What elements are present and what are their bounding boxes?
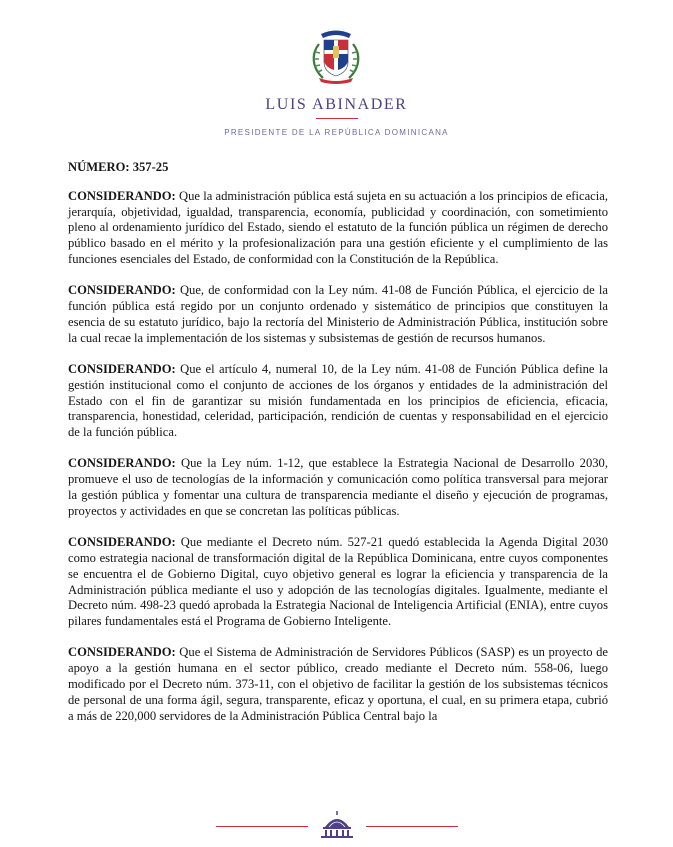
considerando-label: CONSIDERANDO: <box>68 283 176 298</box>
officeholder-title: PRESIDENTE DE LA REPÚBLICA DOMINICANA <box>224 128 449 137</box>
decree-body <box>68 160 608 740</box>
considerando-paragraph <box>68 189 608 268</box>
considerando-label: CONSIDERANDO: <box>68 188 176 203</box>
considerando-text: Que la Ley núm. 1-12, que establece la Estrategia Nacional de Desarrollo 2030, promueve el uso de tecnologías de la información y comunicación como política transversal para mejorar la gestión pública y fomentar una cultura de transparencia mediante el diseño y ejecución de programas, proyectos y actividades en que se concretan las políticas públicas. <box>68 456 608 518</box>
officeholder-name: LUIS ABINADER <box>265 96 408 113</box>
considerando-paragraph <box>68 456 608 519</box>
considerando-label: CONSIDERANDO: <box>68 456 176 471</box>
header-divider <box>316 118 358 119</box>
considerando-text: Que la administración pública está sujeta en su actuación a los principios de eficacia, jerarquía, objetividad, igualdad, transparencia, economía, publicidad y coordinación, con sometimiento pleno al ordenamiento jurídico del Estado, siendo el estatuto de la función pública un régimen de derecho público basado en el mérito y la profesionalización para una gestión eficiente y el cumplimiento de las funciones esenciales del Estado, de conformidad con la Constitución de la República. <box>68 188 608 266</box>
considerando-text: Que, de conformidad con la Ley núm. 41-08 de Función Pública, el ejercicio de la función pública está regido por un conjunto ordenado y sistemático de principios que constituyen la esencia de su estatuto jurídico, bajo la rectoría del Ministerio de Administración Pública, institución sobre la cual recae la implementación de los sistemas y subsistemas de gestión de recursos humanos. <box>68 283 608 345</box>
dome-icon <box>318 809 356 839</box>
considerando-paragraph <box>68 362 608 441</box>
considerando-label: CONSIDERANDO: <box>68 645 176 660</box>
footer-divider-right <box>366 826 458 827</box>
considerando-paragraph <box>68 535 608 630</box>
considerando-label: CONSIDERANDO: <box>68 535 176 550</box>
considerando-text: Que mediante el Decreto núm. 527-21 quedó establecida la Agenda Digital 2030 como estrategia nacional de transformación digital de la República Dominicana, entre cuyos componentes se encuentra el de Gobierno Digital, cuyo objetivo general es lograr la eficiencia y transparencia de la Administración pública mediante el uso y adopción de las tecnologías digitales. Igualmente, mediante el Decreto núm. 498-23 quedó aprobada la Estrategia Nacional de Inteligencia Artificial (ENIA), entre cuyos pilares fundamentales está el Programa de Gobierno Inteligente. <box>68 535 608 629</box>
coat-of-arms-icon <box>309 26 363 84</box>
considerando-text: Que el Sistema de Administración de Servidores Públicos (SASP) es un proyecto de apoyo a la gestión humana en el sector público, creado mediante el Decreto núm. 558-06, luego modificado por el Decreto núm. 373-11, con el objetivo de facilitar la gestión de los subsistemas técnicos de personal de una forma ágil, segura, transparente, eficaz y oportuna, el cual, en su primera etapa, cubrió a más de 220,000 servidores de la Administración Pública Central bajo la <box>68 645 608 723</box>
considerando-paragraph <box>68 645 608 724</box>
footer-divider-left <box>216 826 308 827</box>
considerando-text: Que el artículo 4, numeral 10, de la Ley núm. 41-08 de Función Pública define la gestión institucional como el conjunto de acciones de los órganos y entidades de la administración del Estado con el fin de garantizar su misión fundamentada en los principios de eficiencia, eficacia, transparencia, honestidad, celeridad, participación, rendición de cuentas y responsabilidad en el ejercicio de la función pública. <box>68 361 608 440</box>
considerando-label: CONSIDERANDO: <box>68 361 176 376</box>
decree-number: NÚMERO: 357-25 <box>68 160 169 174</box>
considerando-paragraph <box>68 283 608 346</box>
